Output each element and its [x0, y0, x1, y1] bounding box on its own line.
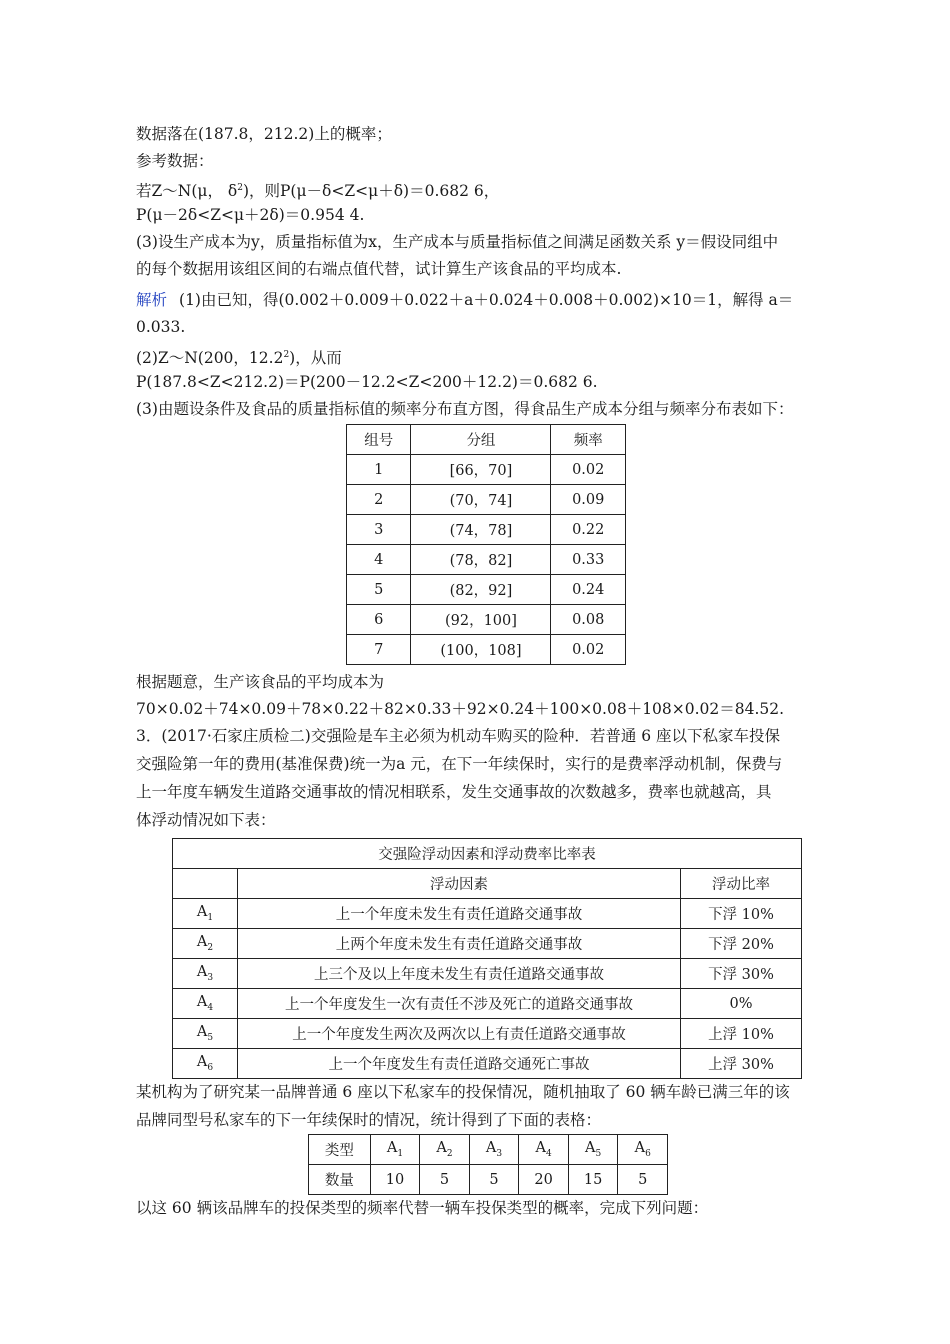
table-cell: 下浮 30%: [681, 959, 802, 989]
table-cell: 10: [370, 1165, 420, 1195]
table-cell: 5: [347, 575, 411, 605]
table-cell: [173, 899, 238, 929]
subscript: 4: [207, 1002, 214, 1013]
table-cell: [173, 1019, 238, 1049]
table-cell: 0.24: [551, 575, 626, 605]
subscript: 6: [645, 1148, 651, 1159]
text-line: 根据题意，生产该食品的平均成本为: [136, 673, 385, 691]
text-line: 以这 60 辆该品牌车的投保类型的频率代替一辆车投保类型的概率，完成下列问题：: [136, 1199, 709, 1217]
table-cell: 0.22: [551, 515, 626, 545]
table-cell: 7: [347, 635, 411, 665]
text-line: 的每个数据用该组区间的右端点值代替，试计算生产该食品的平均成本.: [136, 260, 622, 278]
table-header: 分组: [411, 425, 551, 455]
table-cell: 上两个年度未发生有责任道路交通事故: [238, 929, 681, 959]
table-header: 浮动因素: [238, 869, 681, 899]
type-code: A: [386, 1140, 398, 1157]
table-cell: 0.09: [551, 485, 626, 515]
text-line: [136, 290, 793, 310]
text-line: 体浮动情况如下表：: [136, 811, 276, 829]
text-span: )，则P(μ－δ<Z<μ＋δ)＝0.682 6，: [242, 182, 500, 201]
table-cell: 上一个年度未发生有责任道路交通事故: [238, 899, 681, 929]
text-line: (3)设生产成本为y，质量指标值为x，生产成本与质量指标值之间满足函数关系 y＝假设同组中: [136, 233, 779, 251]
text-line: (3)由题设条件及食品的质量指标值的频率分布直方图，得食品生产成本分组与频率分布表如下：: [136, 400, 794, 418]
subscript: 6: [207, 1062, 214, 1073]
table-cell: [519, 1135, 569, 1165]
superscript: 2: [237, 183, 243, 193]
type-code: A: [634, 1140, 646, 1157]
text-span: (1)由已知，得(0.002＋0.009＋0.022＋a＋0.024＋0.008＋0.002)×10＝1，解得 a＝: [179, 291, 794, 309]
table-cell: 5: [420, 1165, 470, 1195]
text-line: 0.033.: [136, 318, 186, 336]
table-cell: (92，100]: [411, 605, 551, 635]
table-cell: [173, 869, 238, 899]
table-cell: [420, 1135, 470, 1165]
table-cell: (82，92]: [411, 575, 551, 605]
table-cell: 0.02: [551, 635, 626, 665]
text-span: (2)Z～N(200，12.2: [136, 349, 284, 368]
text-line: 参考数据：: [136, 152, 214, 170]
text-line: 数据落在(187.8，212.2)上的概率；: [136, 125, 392, 143]
solution-label: 解析: [136, 291, 168, 309]
table-cell: (70，74]: [411, 485, 551, 515]
table-cell: [173, 929, 238, 959]
table-cell: [568, 1135, 618, 1165]
table-cell: [469, 1135, 519, 1165]
table-cell: [370, 1135, 420, 1165]
type-code: A: [196, 994, 208, 1011]
table-cell: 2: [347, 485, 411, 515]
table-header: 浮动比率: [681, 869, 802, 899]
table-cell: 1: [347, 455, 411, 485]
table-header: 数量: [309, 1165, 371, 1195]
subscript: 1: [207, 912, 214, 923]
subscript: 2: [446, 1148, 453, 1159]
type-code: A: [535, 1140, 546, 1157]
text-line: 3．(2017·石家庄质检二)交强险是车主必须为机动车购买的险种．若普通 6 座以下私家车投保: [136, 727, 781, 745]
table-cell: 下浮 10%: [681, 899, 802, 929]
table-cell: 0%: [681, 989, 802, 1019]
table-cell: [618, 1135, 668, 1165]
subscript: 1: [397, 1148, 404, 1159]
table-cell: (100，108]: [411, 635, 551, 665]
type-code: A: [196, 1054, 208, 1071]
subscript: 5: [207, 1032, 214, 1043]
table-cell: 下浮 20%: [681, 929, 802, 959]
text-span: )，从而: [289, 349, 342, 368]
table-cell: 6: [347, 605, 411, 635]
text-line: 70×0.02＋74×0.09＋78×0.22＋82×0.33＋92×0.24＋100×0.08＋108×0.02＝84.52.: [136, 700, 785, 718]
table-header: 类型: [309, 1135, 371, 1165]
table-cell: [66，70]: [411, 455, 551, 485]
table-cell: 上一个年度发生一次有责任不涉及死亡的道路交通事故: [238, 989, 681, 1019]
table-cell: 上浮 30%: [681, 1049, 802, 1079]
table-header: 频率: [551, 425, 626, 455]
vehicle-count-table: [308, 1134, 668, 1195]
table-cell: 上三个及以上年度未发生有责任道路交通事故: [238, 959, 681, 989]
type-code: A: [196, 1024, 208, 1041]
insurance-rate-table: [172, 838, 802, 1079]
table-title: 交强险浮动因素和浮动费率比率表: [173, 839, 802, 869]
subscript: 4: [545, 1148, 552, 1159]
subscript: 5: [595, 1148, 602, 1159]
table-cell: [173, 959, 238, 989]
table-cell: 上一个年度发生两次及两次以上有责任道路交通事故: [238, 1019, 681, 1049]
text-line: 某机构为了研究某一品牌普通 6 座以下私家车的投保情况，随机抽取了 60 辆车龄已满三年的该: [136, 1083, 790, 1101]
table-cell: 0.33: [551, 545, 626, 575]
type-code: A: [196, 964, 208, 981]
table-cell: 20: [519, 1165, 569, 1195]
text-line: P(187.8<Z<212.2)＝P(200－12.2<Z<200＋12.2)＝0.682 6.: [136, 373, 598, 391]
table-cell: 15: [568, 1165, 618, 1195]
table-cell: 4: [347, 545, 411, 575]
text-span: 若Z～N(μ， δ: [136, 182, 238, 201]
text-line: 交强险第一年的费用(基准保费)统一为a 元，在下一年续保时，实行的是费率浮动机制，保费与: [136, 755, 783, 773]
table-cell: (74，78]: [411, 515, 551, 545]
type-code: A: [196, 934, 208, 951]
table-cell: 3: [347, 515, 411, 545]
type-code: A: [436, 1140, 447, 1157]
subscript: 3: [496, 1148, 503, 1159]
subscript: 2: [207, 942, 214, 953]
table-header: 组号: [347, 425, 411, 455]
table-cell: [173, 1049, 238, 1079]
superscript: 2: [283, 350, 290, 360]
text-line: [136, 345, 342, 368]
type-code: A: [585, 1140, 596, 1157]
table-cell: 上浮 10%: [681, 1019, 802, 1049]
type-code: A: [196, 904, 208, 921]
table-cell: 0.08: [551, 605, 626, 635]
table-cell: 上一个年度发生有责任道路交通死亡事故: [238, 1049, 681, 1079]
frequency-table: [346, 424, 626, 665]
table-cell: 5: [469, 1165, 519, 1195]
table-cell: 5: [618, 1165, 668, 1195]
type-code: A: [485, 1140, 497, 1157]
table-cell: (78，82]: [411, 545, 551, 575]
text-line: 上一年度车辆发生道路交通事故的情况相联系，发生交通事故的次数越多，费率也就越高，具: [136, 783, 772, 801]
table-cell: 0.02: [551, 455, 626, 485]
table-cell: [173, 989, 238, 1019]
text-line: P(μ－2δ<Z<μ＋2δ)＝0.954 4.: [136, 206, 365, 224]
subscript: 3: [207, 972, 214, 983]
text-line: 品牌同型号私家车的下一年续保时的情况，统计得到了下面的表格：: [136, 1111, 602, 1129]
text-line: [136, 178, 499, 201]
